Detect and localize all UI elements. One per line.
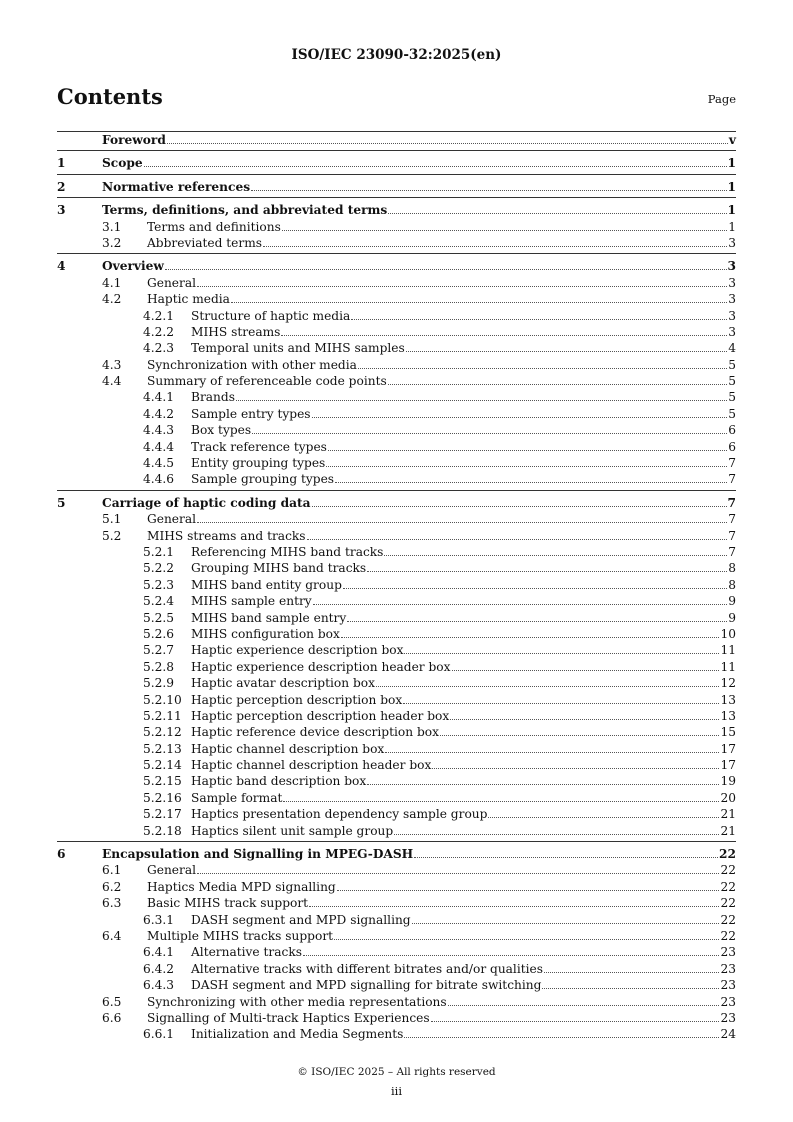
toc-entry[interactable]: [57, 258, 736, 274]
dot-leader: [384, 555, 727, 556]
dot-leader: [165, 269, 727, 270]
toc-entry-number: 4.4.1: [143, 390, 175, 405]
toc-entry-page: 9: [728, 594, 736, 609]
dot-leader: [282, 230, 727, 231]
page-column-label: Page: [707, 92, 736, 106]
toc-entry[interactable]: [57, 1026, 736, 1042]
toc-entry-title: Structure of haptic media: [191, 308, 351, 323]
toc-entry-number: 5.2.18: [143, 823, 182, 838]
dot-leader: [251, 190, 726, 191]
toc-entry[interactable]: [57, 977, 736, 993]
toc-entry-number: 4.2: [102, 292, 122, 307]
toc-entry-page: 23: [720, 961, 736, 976]
toc-entry-title: Signalling of Multi-track Haptics Experiences: [147, 1010, 430, 1025]
toc-entry-page: 7: [728, 544, 736, 559]
toc-entry-title: Terms, definitions, and abbreviated terms: [102, 203, 388, 218]
toc-entry-number: 5.1: [102, 512, 122, 527]
dot-leader: [542, 988, 719, 989]
toc-entry[interactable]: [57, 862, 736, 878]
toc-entry[interactable]: [57, 895, 736, 911]
toc-entry-number: 3: [57, 203, 66, 218]
toc-entry-page: 23: [720, 945, 736, 960]
toc-entry-title: Haptic experience description header box: [191, 659, 451, 674]
footer-copyright: © ISO/IEC 2025 – All rights reserved: [297, 1066, 496, 1078]
toc-entry-title: MIHS band entity group: [191, 577, 342, 592]
toc-entry-title: Summary of referenceable code points: [147, 374, 387, 389]
dot-leader: [197, 873, 719, 874]
dot-leader: [252, 433, 727, 434]
toc-entry-page: 5: [728, 357, 736, 372]
toc-entry[interactable]: [57, 495, 736, 511]
dot-leader: [367, 784, 719, 785]
section-separator: [57, 174, 736, 175]
toc-entry-title: Haptic band description box: [191, 774, 367, 789]
toc-entry-number: 6: [57, 847, 66, 862]
toc-entry-number: 4.3: [102, 357, 122, 372]
dot-leader: [197, 522, 727, 523]
toc-entry-number: 4.4: [102, 374, 122, 389]
toc-entry[interactable]: [57, 389, 736, 405]
toc-entry-number: 6.3.1: [143, 912, 175, 927]
dot-leader: [394, 834, 719, 835]
toc-entry-number: 3.1: [102, 219, 122, 234]
toc-entry-page: 20: [720, 790, 736, 805]
dot-leader: [452, 670, 720, 671]
toc-entry-page: 15: [720, 725, 736, 740]
toc-entry[interactable]: [57, 422, 736, 438]
dot-leader: [144, 166, 727, 167]
dot-leader: [385, 752, 719, 753]
toc-entry-number: 6.4.1: [143, 945, 175, 960]
toc-entry[interactable]: [57, 235, 736, 251]
toc-entry-page: 23: [720, 978, 736, 993]
toc-entry-page: 22: [719, 847, 736, 862]
toc-entry-page: 24: [720, 1027, 736, 1042]
toc-entry[interactable]: [57, 708, 736, 724]
dot-leader: [334, 939, 719, 940]
footer-page-number: iii: [390, 1084, 403, 1098]
toc-entry-number: 5.2.5: [143, 610, 175, 625]
toc-entry[interactable]: [57, 511, 736, 527]
toc-entry-page: 9: [728, 610, 736, 625]
toc-entry-title: MIHS streams and tracks: [147, 528, 306, 543]
section-separator: [57, 197, 736, 198]
toc-entry-title: Terms and definitions: [147, 219, 281, 234]
toc-entry[interactable]: [57, 357, 736, 373]
toc-entry-title: General: [147, 275, 196, 290]
toc-entry-title: DASH segment and MPD signalling: [191, 912, 411, 927]
toc-entry-page: 22: [720, 928, 736, 943]
document-header: ISO/IEC 23090-32:2025(en): [291, 47, 502, 63]
toc-entry-title: Entity grouping types: [191, 456, 326, 471]
toc-entry[interactable]: [57, 439, 736, 455]
toc-entry-page: 22: [720, 896, 736, 911]
toc-entry-page: 5: [728, 406, 736, 421]
toc-entry-page: 23: [720, 994, 736, 1009]
toc-entry[interactable]: [57, 790, 736, 806]
toc-entry-title: Alternative tracks with different bitrates and/or qualities: [191, 961, 543, 976]
dot-leader: [432, 768, 719, 769]
toc-entry-title: Scope: [102, 156, 143, 171]
dot-leader: [328, 450, 727, 451]
toc-entry-page: 22: [720, 879, 736, 894]
toc-entry-page: 13: [720, 708, 736, 723]
toc-entry-number: 5.2.12: [143, 725, 182, 740]
toc-entry-title: Box types: [191, 423, 252, 438]
toc-entry[interactable]: [57, 823, 736, 839]
toc-entry-page: 17: [720, 741, 736, 756]
toc-entry-title: MIHS sample entry: [191, 594, 312, 609]
toc-entry-number: 5.2.14: [143, 758, 182, 773]
toc-entry-number: 5.2.7: [143, 643, 175, 658]
toc-entry-title: Haptic media: [147, 292, 230, 307]
toc-entry[interactable]: [57, 155, 736, 171]
dot-leader: [281, 335, 727, 336]
dot-leader: [488, 817, 719, 818]
toc-entry-page: 5: [728, 374, 736, 389]
toc-entry[interactable]: [57, 806, 736, 822]
dot-leader: [197, 286, 727, 287]
toc-entry-number: 4.4.3: [143, 423, 175, 438]
toc-entry-number: 6.4.3: [143, 978, 175, 993]
toc-entry-title: MIHS band sample entry: [191, 610, 347, 625]
toc-entry-number: 2: [57, 179, 66, 194]
toc-entry-page: 22: [720, 863, 736, 878]
toc-entry[interactable]: [57, 944, 736, 960]
toc-entry[interactable]: [57, 528, 736, 544]
toc-entry-number: 5.2.8: [143, 659, 175, 674]
toc-entry-page: 7: [727, 495, 736, 510]
toc-entry[interactable]: [57, 675, 736, 691]
toc-entry-title: Haptics presentation dependency sample group: [191, 807, 488, 822]
toc-entry-page: 8: [728, 577, 736, 592]
toc-entry-title: Haptic experience description box: [191, 643, 404, 658]
toc-entry-number: 4.4.6: [143, 472, 175, 487]
toc-entry[interactable]: [57, 846, 736, 862]
dot-leader: [326, 466, 727, 467]
toc-entry-page: 1: [727, 203, 736, 218]
toc-entry-page: 8: [728, 561, 736, 576]
toc-entry-number: 4.4.2: [143, 406, 175, 421]
toc-entry-page: 6: [728, 439, 736, 454]
toc-entry-page: 3: [728, 235, 736, 250]
toc-entry-number: 5.2.9: [143, 676, 175, 691]
dot-leader: [414, 857, 718, 858]
toc-entry-number: 6.2: [102, 879, 122, 894]
dot-leader: [450, 719, 719, 720]
toc-entry-title: Haptic avatar description box: [191, 676, 375, 691]
toc-entry-title: Haptic channel description header box: [191, 758, 432, 773]
dot-leader: [448, 1005, 720, 1006]
toc-entry-title: Brands: [191, 390, 235, 405]
dot-leader: [431, 1021, 720, 1022]
toc-entry-title: Basic MIHS track support: [147, 896, 309, 911]
toc-entry-number: 5: [57, 495, 66, 510]
dot-leader: [404, 1037, 719, 1038]
dot-leader: [335, 482, 727, 483]
dot-leader: [236, 400, 727, 401]
toc-entry-page: 17: [720, 758, 736, 773]
toc-entry[interactable]: [57, 340, 736, 356]
dot-leader: [358, 368, 727, 369]
toc-entry-page: 1: [727, 179, 736, 194]
toc-entry-title: Synchronization with other media: [147, 357, 357, 372]
toc-entry-number: 6.5: [102, 994, 122, 1009]
toc-entry-page: 19: [720, 774, 736, 789]
toc-entry-page: 7: [728, 472, 736, 487]
toc-entry[interactable]: [57, 773, 736, 789]
dot-leader: [309, 906, 719, 907]
toc-entry-number: 5.2.16: [143, 790, 182, 805]
toc-entry[interactable]: [57, 291, 736, 307]
toc-entry-title: Normative references: [102, 179, 251, 194]
toc-entry-number: 5.2.2: [143, 561, 175, 576]
toc-entry-title: Abbreviated terms: [147, 235, 263, 250]
toc-entry-title: Haptics silent unit sample group: [191, 823, 394, 838]
dot-leader: [312, 506, 727, 507]
dot-leader: [376, 686, 720, 687]
toc-entry-number: 3.2: [102, 235, 122, 250]
toc-entry[interactable]: [57, 219, 736, 235]
dot-leader: [351, 319, 727, 320]
toc-entry-page: 21: [720, 823, 736, 838]
toc-entry[interactable]: [57, 406, 736, 422]
table-of-contents: [57, 129, 736, 1043]
toc-entry-number: 4.2.1: [143, 308, 175, 323]
toc-entry-page: 1: [727, 156, 736, 171]
toc-entry-page: 11: [720, 643, 736, 658]
dot-leader: [440, 735, 720, 736]
toc-entry-page: 21: [720, 807, 736, 822]
toc-entry-title: Synchronizing with other media representations: [147, 994, 447, 1009]
dot-leader: [307, 539, 728, 540]
toc-entry-title: MIHS configuration box: [191, 626, 340, 641]
toc-entry-number: 5.2.17: [143, 807, 182, 822]
dot-leader: [303, 955, 720, 956]
toc-entry-title: Haptic perception description box: [191, 692, 403, 707]
dot-leader: [341, 637, 720, 638]
toc-entry[interactable]: [57, 659, 736, 675]
page-title: Contents: [57, 84, 163, 109]
toc-entry[interactable]: [57, 544, 736, 560]
toc-entry-number: 4.2.2: [143, 324, 175, 339]
toc-entry-page: 13: [720, 692, 736, 707]
toc-entry-number: 5.2.6: [143, 626, 175, 641]
toc-entry-page: 3: [728, 275, 736, 290]
dot-leader: [283, 801, 719, 802]
toc-entry-page: 12: [720, 676, 736, 691]
dot-leader: [367, 571, 727, 572]
toc-entry-title: General: [147, 863, 196, 878]
toc-entry-number: 6.1: [102, 863, 122, 878]
dot-leader: [312, 417, 728, 418]
toc-entry-page: v: [728, 133, 736, 147]
toc-entry[interactable]: [57, 928, 736, 944]
toc-entry-title: Sample entry types: [191, 406, 311, 421]
toc-entry[interactable]: [57, 642, 736, 658]
toc-entry-number: 6.3: [102, 896, 122, 911]
toc-entry-page: 7: [728, 528, 736, 543]
dot-leader: [406, 351, 727, 352]
toc-entry[interactable]: [57, 373, 736, 389]
toc-entry[interactable]: [57, 560, 736, 576]
toc-entry[interactable]: [57, 724, 736, 740]
toc-entry-number: 4.2.3: [143, 341, 175, 356]
toc-entry-page: 7: [728, 512, 736, 527]
toc-entry[interactable]: [57, 471, 736, 487]
toc-entry-page: 11: [720, 659, 736, 674]
toc-entry-title: Carriage of haptic coding data: [102, 495, 311, 510]
toc-entry[interactable]: [57, 179, 736, 195]
toc-entry-page: 3: [728, 324, 736, 339]
toc-entry-title: Haptic perception description header box: [191, 708, 450, 723]
toc-entry-number: 5.2.13: [143, 741, 182, 756]
toc-entry[interactable]: [57, 994, 736, 1010]
toc-entry-page: 22: [720, 912, 736, 927]
toc-entry[interactable]: [57, 961, 736, 977]
dot-leader: [337, 890, 720, 891]
toc-entry[interactable]: [57, 1010, 736, 1026]
toc-entry-title: Haptic channel description box: [191, 741, 385, 756]
toc-entry-title: Sample format: [191, 790, 283, 805]
toc-entry[interactable]: [57, 757, 736, 773]
dot-leader: [347, 621, 727, 622]
toc-entry-number: 6.4.2: [143, 961, 175, 976]
toc-entry-title: Haptics Media MPD signalling: [147, 879, 336, 894]
toc-entry-number: 6.6: [102, 1010, 122, 1025]
toc-entry[interactable]: [57, 610, 736, 626]
toc-entry-number: 5.2.10: [143, 692, 182, 707]
toc-entry-page: 10: [720, 626, 736, 641]
section-separator: [57, 150, 736, 151]
toc-entry-number: 5.2.15: [143, 774, 182, 789]
dot-leader: [313, 604, 728, 605]
toc-entry[interactable]: [57, 132, 736, 148]
toc-entry-title: Track reference types: [191, 439, 327, 454]
toc-entry[interactable]: [57, 577, 736, 593]
toc-entry-page: 3: [728, 292, 736, 307]
toc-entry-page: 1: [728, 219, 736, 234]
dot-leader: [403, 703, 719, 704]
toc-entry-title: Encapsulation and Signalling in MPEG-DASH: [102, 847, 414, 862]
toc-entry-number: 5.2.4: [143, 594, 175, 609]
dot-leader: [231, 302, 727, 303]
toc-entry-number: 5.2.1: [143, 544, 175, 559]
section-separator: [57, 841, 736, 842]
toc-entry-page: 3: [727, 259, 736, 274]
toc-entry-title: Alternative tracks: [191, 945, 302, 960]
toc-entry-title: Grouping MIHS band tracks: [191, 561, 367, 576]
toc-entry-number: 5.2.3: [143, 577, 175, 592]
toc-entry-title: General: [147, 512, 196, 527]
toc-entry[interactable]: [57, 912, 736, 928]
section-separator: [57, 253, 736, 254]
toc-entry[interactable]: [57, 626, 736, 642]
toc-entry[interactable]: [57, 692, 736, 708]
dot-leader: [412, 923, 720, 924]
toc-entry-number: 4.4.5: [143, 456, 175, 471]
toc-entry-title: MIHS streams: [191, 324, 281, 339]
toc-entry[interactable]: [57, 308, 736, 324]
toc-entry-page: 5: [728, 390, 736, 405]
dot-leader: [404, 653, 719, 654]
toc-entry-title: DASH segment and MPD signalling for bitrate switching: [191, 978, 542, 993]
dot-leader: [263, 246, 727, 247]
toc-entry-title: Haptic reference device description box: [191, 725, 439, 740]
toc-entry[interactable]: [57, 455, 736, 471]
dot-leader: [388, 213, 726, 214]
toc-entry-page: 3: [728, 308, 736, 323]
toc-entry-number: 4: [57, 259, 66, 274]
dot-leader: [388, 384, 728, 385]
toc-entry[interactable]: [57, 275, 736, 291]
toc-entry-title: Referencing MIHS band tracks: [191, 544, 384, 559]
toc-entry[interactable]: [57, 202, 736, 218]
toc-entry-number: 4.4.4: [143, 439, 175, 454]
toc-entry-title: Overview: [102, 259, 164, 274]
toc-entry[interactable]: [57, 741, 736, 757]
dot-leader: [343, 588, 727, 589]
toc-entry-page: 7: [728, 456, 736, 471]
toc-entry-title: Sample grouping types: [191, 472, 335, 487]
toc-entry-title: Multiple MIHS tracks support: [147, 928, 334, 943]
toc-entry-number: 5.2.11: [143, 708, 182, 723]
toc-entry-title: Initialization and Media Segments: [191, 1027, 404, 1042]
toc-entry-title: Foreword: [102, 133, 166, 147]
toc-entry-number: 5.2: [102, 528, 122, 543]
toc-entry-page: 4: [728, 341, 736, 356]
toc-entry-title: Temporal units and MIHS samples: [191, 341, 405, 356]
dot-leader: [167, 143, 728, 144]
toc-entry-number: 4.1: [102, 275, 122, 290]
toc-entry-number: 1: [57, 156, 66, 171]
toc-entry[interactable]: [57, 593, 736, 609]
toc-entry[interactable]: [57, 324, 736, 340]
toc-entry-page: 23: [720, 1010, 736, 1025]
section-separator: [57, 490, 736, 491]
toc-entry[interactable]: [57, 879, 736, 895]
toc-entry-page: 6: [728, 423, 736, 438]
dot-leader: [544, 972, 719, 973]
toc-entry-number: 6.6.1: [143, 1027, 175, 1042]
toc-entry-number: 6.4: [102, 928, 122, 943]
